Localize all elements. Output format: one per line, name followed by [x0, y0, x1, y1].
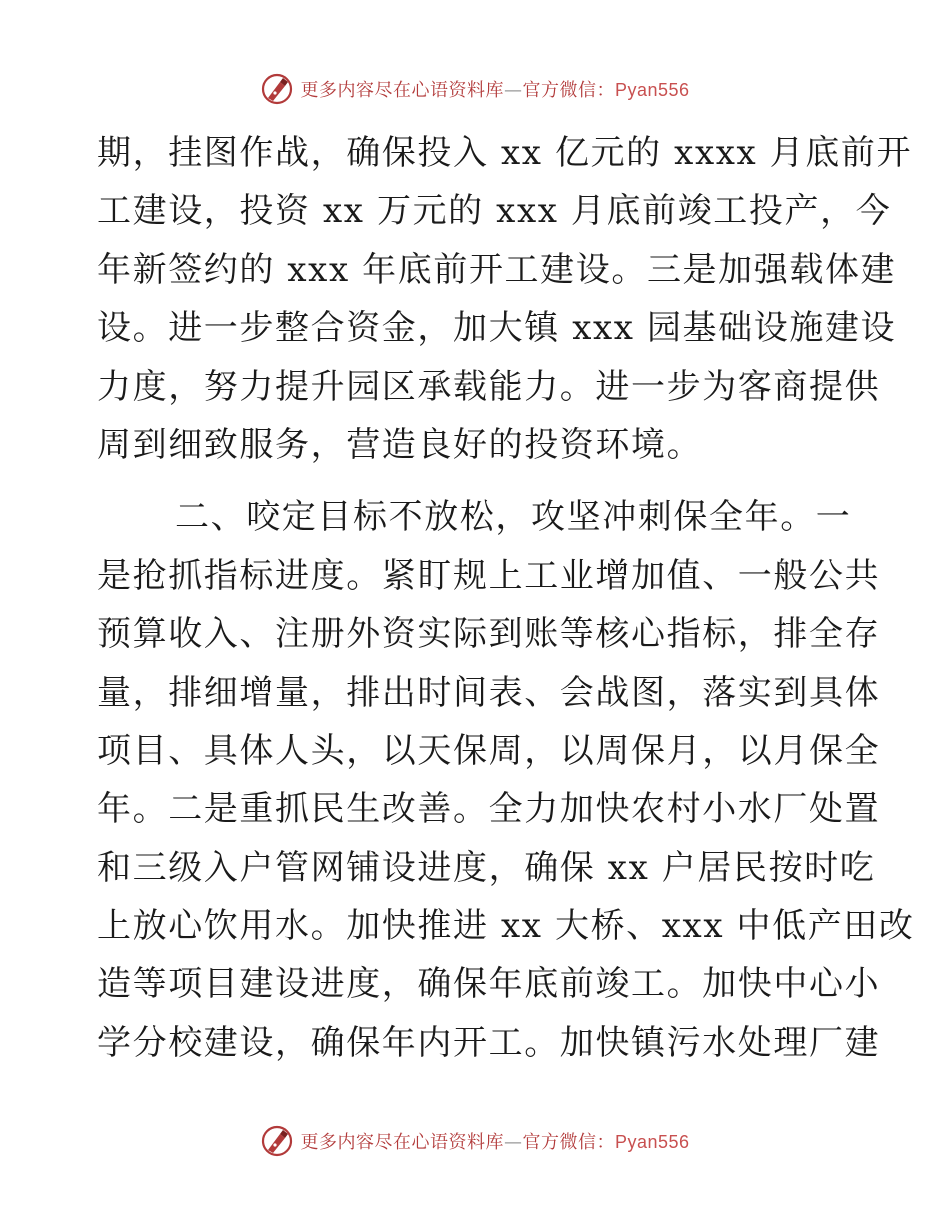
pen-nib-circle-icon: [260, 1124, 294, 1158]
text-line: 力度，努力提升园区承载能力。进一步为客商提供: [97, 366, 881, 407]
text-line: 工建设，投资 xx 万元的 xxx 月底前竣工投产，今: [97, 191, 892, 232]
text-line: 设。进一步整合资金，加大镇 xxx 园基础设施建设: [97, 308, 897, 349]
watermark-separator: —: [503, 80, 523, 101]
watermark-text: [300, 76, 689, 102]
footer-watermark: [0, 1124, 950, 1158]
watermark-wechat-id: Pyan556: [614, 80, 690, 100]
text-line: 二、咬定目标不放松，攻坚冲刺保全年。一: [175, 497, 852, 538]
watermark-wechat-id: Pyan556: [614, 1132, 690, 1152]
text-line: 预算收入、注册外资实际到账等核心指标，排全存: [97, 614, 881, 655]
watermark-separator: —: [503, 1132, 523, 1153]
text-line: 量，排细增量，排出时间表、会战图，落实到具体: [97, 672, 881, 713]
text-line: 年。二是重抓民生改善。全力加快农村小水厂处置: [97, 789, 881, 830]
watermark-main-text: 更多内容尽在心语资料库: [300, 80, 504, 101]
paragraph-1: [97, 124, 913, 474]
paragraph-spacer: [97, 474, 857, 488]
watermark-wechat-label: 官方微信：: [522, 1132, 615, 1153]
watermark-main-text: 更多内容尽在心语资料库: [300, 1132, 504, 1153]
text-line: 周到细致服务，营造良好的投资环境。: [97, 424, 703, 465]
text-line: 项目、具体人头，以天保周，以周保月，以月保全: [97, 730, 881, 771]
text-line: 和三级入户管网铺设进度，确保 xx 户居民按时吃: [97, 847, 876, 888]
watermark-text: [300, 1128, 689, 1154]
pen-nib-circle-icon: [260, 72, 294, 106]
document-body: [97, 124, 915, 1072]
text-line: 上放心饮用水。加快推进 xx 大桥、xxx 中低产田改: [97, 906, 915, 947]
watermark-wechat-label: 官方微信：: [522, 80, 615, 101]
header-watermark: [0, 72, 950, 106]
text-line: 是抢抓指标进度。紧盯规上工业增加值、一般公共: [97, 555, 881, 596]
text-line: 年新签约的 xxx 年底前开工建设。三是加强载体建: [97, 249, 897, 290]
text-line: 学分校建设，确保年内开工。加快镇污水处理厂建: [97, 1022, 881, 1063]
text-line: 期，挂图作战，确保投入 xx 亿元的 xxxx 月底前开: [97, 133, 913, 173]
paragraph-2: [97, 488, 915, 1072]
text-line: 造等项目建设进度，确保年底前竣工。加快中心小: [97, 964, 881, 1005]
